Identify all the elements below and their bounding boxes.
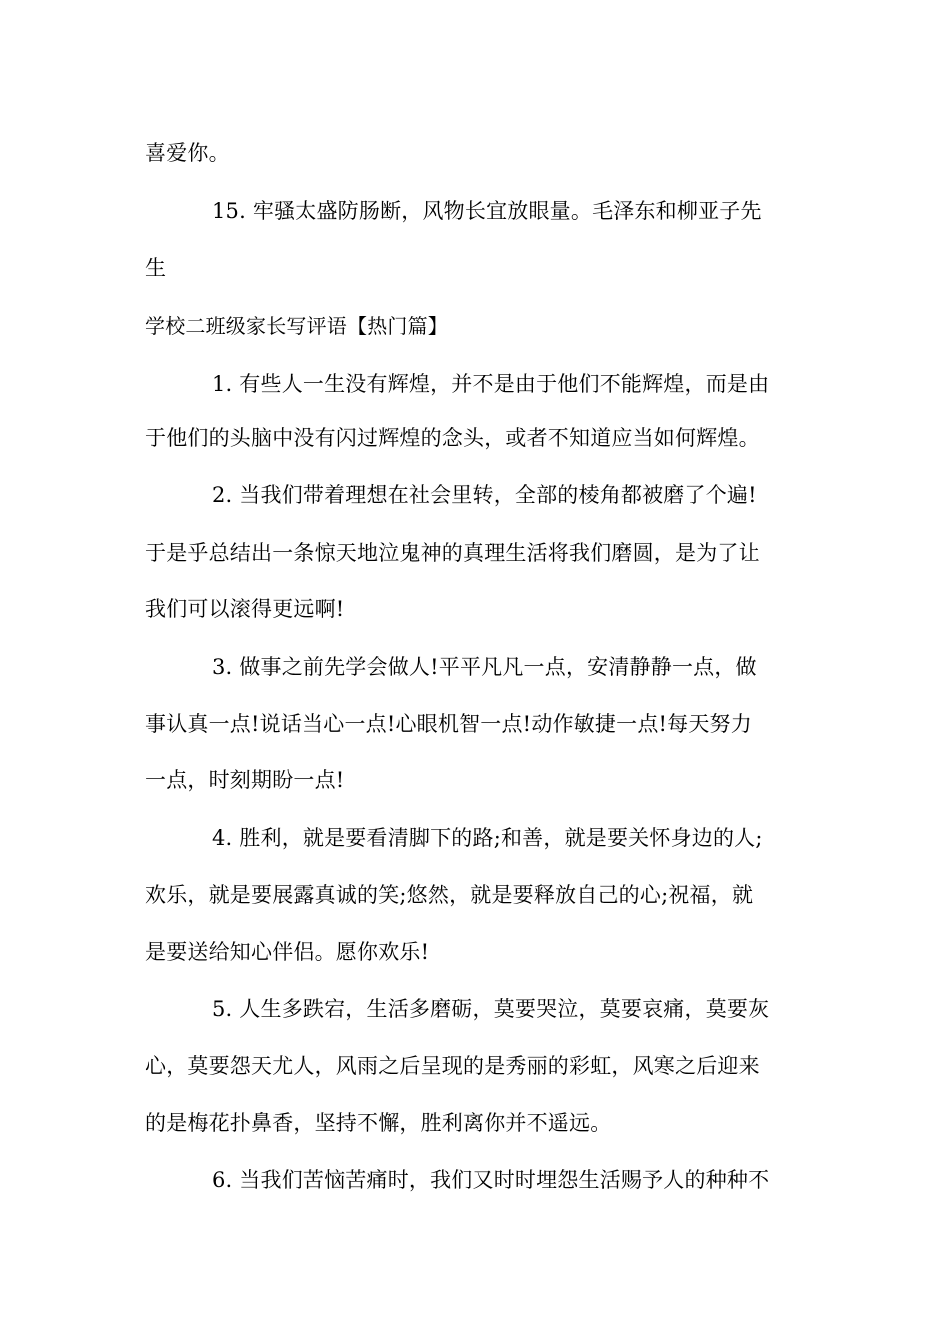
text-line: 是要送给知心伴侣。愿你欢乐!	[145, 940, 430, 964]
text-line: 5. 人生多跌宕，生活多磨砺，莫要哭泣，莫要哀痛，莫要灰	[212, 997, 770, 1021]
text-line: 欢乐，就是要展露真诚的笑;悠然，就是要释放自己的心;祝福，就	[145, 883, 754, 907]
text-line: 心，莫要怨天尤人，风雨之后呈现的是秀丽的彩虹，风寒之后迎来	[145, 1054, 760, 1078]
text-line: 我们可以滚得更远啊!	[145, 597, 345, 621]
text-line: 于是乎总结出一条惊天地泣鬼神的真理生活将我们磨圆，是为了让	[145, 541, 760, 565]
text-line: 1. 有些人一生没有辉煌，并不是由于他们不能辉煌，而是由	[212, 372, 770, 396]
section-heading: 学校二班级家长写评语【热门篇】	[145, 314, 448, 338]
text-line: 一点，时刻期盼一点!	[145, 768, 345, 792]
text-line: 3. 做事之前先学会做人!平平凡凡一点，安清静静一点，做	[212, 655, 757, 679]
text-line: 15. 牢骚太盛防肠断，风物长宜放眼量。毛泽东和柳亚子先	[212, 199, 762, 223]
text-line: 喜爱你。	[145, 141, 230, 165]
text-line: 2. 当我们带着理想在社会里转，全部的棱角都被磨了个遍!	[212, 483, 757, 507]
text-line: 事认真一点!说话当心一点!心眼机智一点!动作敏捷一点!每天努力	[145, 712, 752, 736]
text-line: 的是梅花扑鼻香，坚持不懈，胜利离你并不遥远。	[145, 1111, 612, 1135]
text-line: 于他们的头脑中没有闪过辉煌的念头，或者不知道应当如何辉煌。	[145, 426, 760, 450]
text-line: 生	[145, 256, 167, 280]
text-line: 4. 胜利，就是要看清脚下的路;和善，就是要关怀身边的人;	[212, 826, 763, 850]
text-line: 6. 当我们苦恼苦痛时，我们又时时埋怨生活赐予人的种种不	[212, 1168, 770, 1192]
